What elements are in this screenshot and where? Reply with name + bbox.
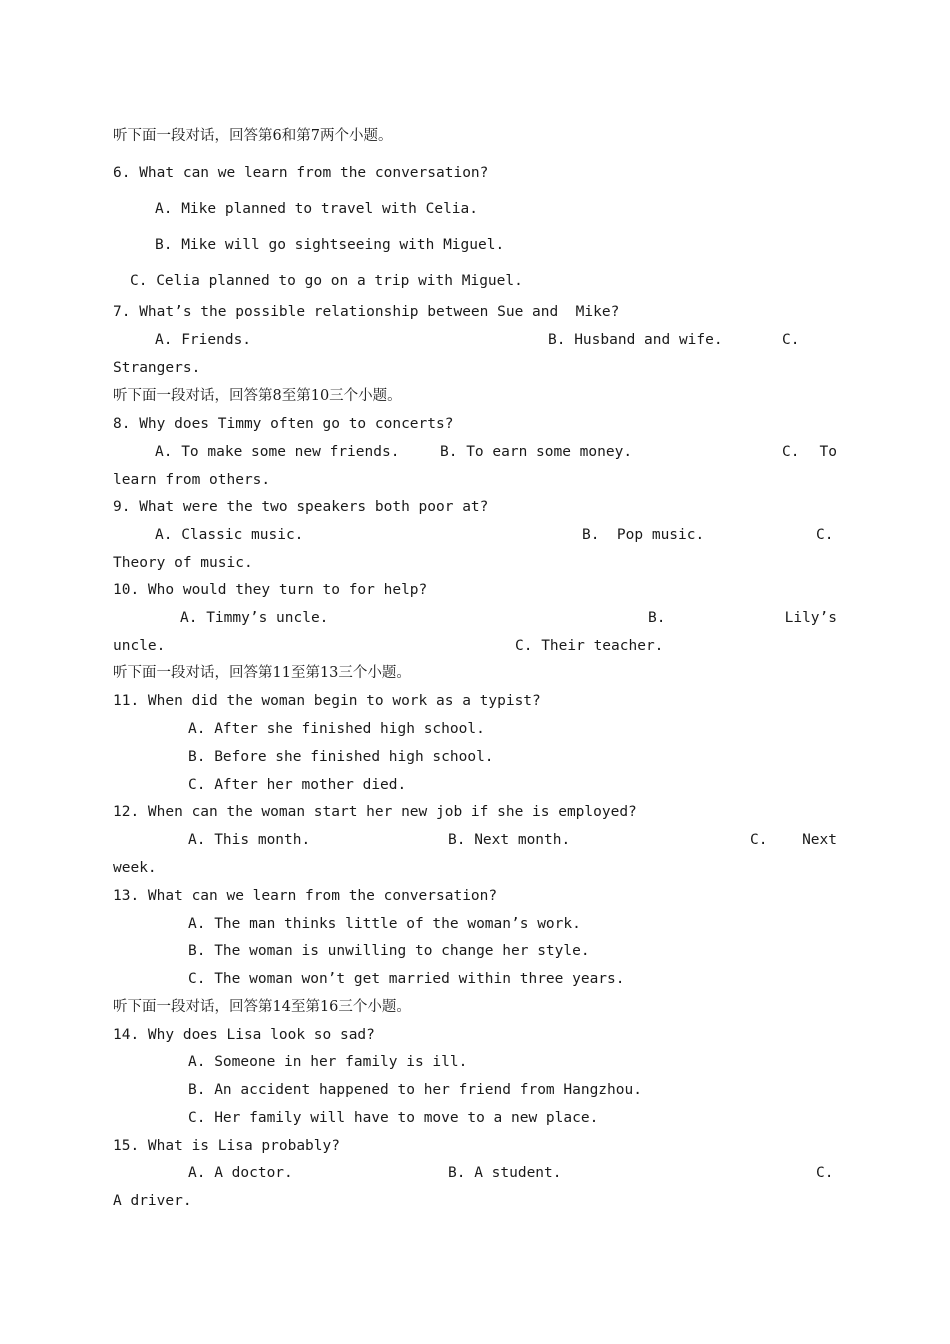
q14-option-a: A. Someone in her family is ill. — [188, 1054, 468, 1070]
section-heading-8-10: 听下面一段对话，回答第8至第10三个小题。 — [113, 388, 402, 404]
q8-option-b: B. To earn some money. — [440, 444, 633, 460]
q14-option-c: C. Her family will have to move to a new place. — [188, 1110, 599, 1126]
section-heading-6-7: 听下面一段对话，回答第6和第7两个小题。 — [113, 128, 393, 144]
q10-option-c: C. Their teacher. — [515, 638, 664, 654]
q10-option-b-first-word: Lily’s — [784, 610, 837, 626]
question-14: 14. Why does Lisa look so sad? — [113, 1027, 375, 1043]
q9-option-b: B. Pop music. — [582, 527, 705, 543]
question-10: 10. Who would they turn to for help? — [113, 582, 428, 598]
q14-option-b: B. An accident happened to her friend from Hangzhou. — [188, 1082, 642, 1098]
q12-option-b: B. Next month. — [448, 832, 571, 848]
q12-option-c-label: C. — [750, 832, 768, 848]
question-11: 11. When did the woman begin to work as a typist? — [113, 693, 541, 709]
q10-option-b-label: B. — [648, 610, 666, 626]
q7-option-b: B. Husband and wife. — [548, 332, 723, 348]
section-heading-14-16: 听下面一段对话，回答第14至第16三个小题。 — [113, 999, 411, 1015]
q15-option-c-label: C. — [816, 1165, 834, 1181]
q9-option-c-text: Theory of music. — [113, 555, 253, 571]
q12-option-a: A. This month. — [188, 832, 311, 848]
q12-option-c-text: week. — [113, 860, 157, 876]
q8-option-c-label: C. — [782, 444, 800, 460]
q10-option-b-text: uncle. — [113, 638, 166, 654]
q7-option-c-label: C. — [782, 332, 800, 348]
q6-option-c: C. Celia planned to go on a trip with Miguel. — [130, 273, 523, 289]
q15-option-a: A. A doctor. — [188, 1165, 293, 1181]
q8-option-a: A. To make some new friends. — [155, 444, 400, 460]
question-12: 12. When can the woman start her new job if she is employed? — [113, 804, 637, 820]
q12-option-c-first-word: Next — [802, 832, 837, 848]
q11-option-b: B. Before she finished high school. — [188, 749, 494, 765]
q6-option-a: A. Mike planned to travel with Celia. — [155, 201, 479, 217]
q9-option-c-label: C. — [816, 527, 834, 543]
q8-option-c-text: learn from others. — [113, 472, 271, 488]
question-8: 8. Why does Timmy often go to concerts? — [113, 416, 454, 432]
question-7: 7. What’s the possible relationship between Sue and Mike? — [113, 304, 620, 320]
q10-option-a: A. Timmy’s uncle. — [180, 610, 329, 626]
q6-option-b: B. Mike will go sightseeing with Miguel. — [155, 237, 505, 253]
q7-option-c-text: Strangers. — [113, 360, 201, 376]
q9-option-a: A. Classic music. — [155, 527, 304, 543]
q15-option-b: B. A student. — [448, 1165, 562, 1181]
question-9: 9. What were the two speakers both poor at? — [113, 499, 489, 515]
question-6: 6. What can we learn from the conversation? — [113, 165, 489, 181]
q7-option-a: A. Friends. — [155, 332, 252, 348]
q15-option-c-text: A driver. — [113, 1193, 192, 1209]
q13-option-a: A. The man thinks little of the woman’s work. — [188, 916, 581, 932]
q11-option-c: C. After her mother died. — [188, 777, 407, 793]
q11-option-a: A. After she finished high school. — [188, 721, 485, 737]
question-13: 13. What can we learn from the conversation? — [113, 888, 498, 904]
q8-option-c-first-word: To — [819, 444, 837, 460]
section-heading-11-13: 听下面一段对话，回答第11至第13三个小题。 — [113, 665, 411, 681]
q13-option-c: C. The woman won’t get married within three years. — [188, 971, 625, 987]
q13-option-b: B. The woman is unwilling to change her style. — [188, 943, 590, 959]
question-15: 15. What is Lisa probably? — [113, 1138, 340, 1154]
